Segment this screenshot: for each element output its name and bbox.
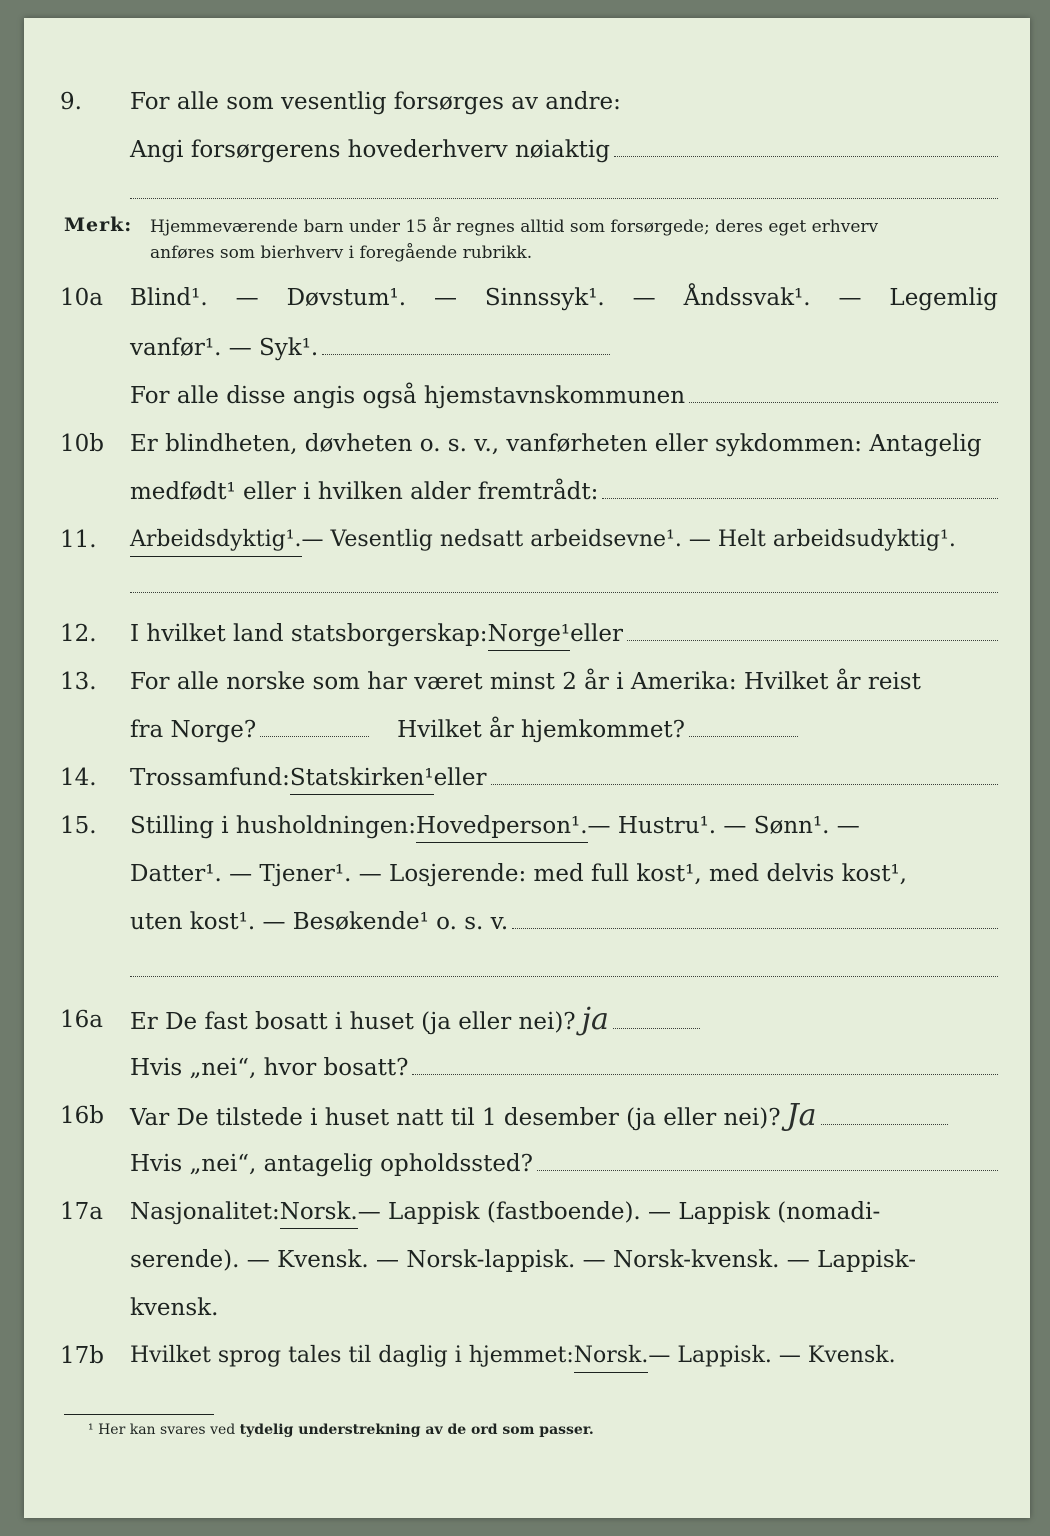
q15-rest: — Hustru¹. — Sønn¹. — [587,813,860,839]
q10b-line-1: Er blindheten, døvheten o. s. v., vanførheten eller sykdommen: Antagelig [130,431,982,457]
census-form-page [24,18,1030,1518]
q16a-row-2 [24,1052,1030,1092]
q16b-row-2 [24,1148,1030,1188]
merk-label: Merk: [64,214,133,236]
q16a-bosatt-field[interactable] [412,1054,998,1075]
q15-line-2: Datter¹. — Tjener¹. — Losjerende: med full kost¹, med delvis kost¹, [130,861,907,887]
q9-row-1 [24,86,1030,126]
q15-extra-answer-line[interactable] [130,976,998,977]
q13-reist-field[interactable] [260,716,369,737]
q13-hjemkommet-field[interactable] [689,716,798,737]
merk-line-2: anføres som bierhverv i foregående rubrikk. [150,243,533,263]
q11-rest: — Vesentlig nedsatt arbeidsevne¹. — Helt arbeidsudyktig¹. [301,527,956,552]
q10a-line-3: For alle disse angis også hjemstavnskommunen [130,383,686,409]
q16b-number: 16b [60,1103,104,1129]
q15-hovedperson-underlined[interactable]: Hovedperson¹. [416,810,588,843]
q10a-dash-4: — [838,285,862,311]
q10b-line-2: medfødt¹ eller i hvilken alder fremtrådt: [130,479,599,505]
q15-number: 15. [60,813,97,839]
q14-row [24,762,1030,802]
q11-extra-answer-line[interactable] [130,592,998,593]
q14-statskirken-underlined[interactable]: Statskirken¹ [290,762,434,795]
q10a-line-2: vanfør¹. — Syk¹. [130,335,319,361]
q17b-label: Hvilket sprog tales til daglig i hjemmet: [130,1343,574,1368]
q15-line-3: uten kost¹. — Besøkende¹ o. s. v. [130,909,509,935]
q13-row-2 [24,714,1030,754]
q10a-dash-3: — [632,285,656,311]
q10a-hjemstavn-field[interactable] [689,382,998,403]
q17b-number: 17b [60,1343,104,1369]
q10b-row-1 [24,428,1030,468]
q10a-number: 10a [60,285,103,311]
q15-row-2 [24,858,1030,898]
q13-row-1 [24,666,1030,706]
q12-label: I hvilket land statsborgerskap: [130,621,488,647]
q17a-row-3 [24,1292,1030,1332]
q10a-andssvak: Åndssvak¹. [683,285,811,311]
q10a-legemlig: Legemlig [889,285,998,311]
q17b-norsk-underlined[interactable]: Norsk. [574,1340,649,1373]
q12-row [24,618,1030,658]
q16a-line-1: Er De fast bosatt i huset (ja eller nei)? [130,1009,576,1035]
q14-answer-field[interactable] [491,764,999,785]
q10a-dovstum: Døvstum¹. [286,285,407,311]
footnote-bold-text: tydelig understrekning av de ord som passer. [239,1422,594,1438]
footnote-mark: ¹ [88,1422,94,1438]
q10a-answer-field[interactable] [322,334,610,355]
q10b-row-2 [24,476,1030,516]
q9-row-2 [24,134,1030,174]
q13-hjemkommet: Hvilket år hjemkommet? [397,717,686,743]
q12-answer-field[interactable] [627,620,998,641]
q17b-row [24,1340,1030,1380]
q17b-rest: — Lappisk. — Kvensk. [648,1343,896,1368]
q12-norge-underlined[interactable]: Norge¹ [488,618,571,651]
q10a-row-2 [24,332,1030,372]
q9-line-1: For alle som vesentlig forsørges av andre: [130,89,621,115]
footnote [88,1422,594,1438]
q9-answer-field[interactable] [614,136,998,157]
q17a-rest: — Lappisk (fastboende). — Lappisk (nomadi- [357,1199,881,1225]
q10a-blind: Blind¹. [130,285,208,311]
q14-number: 14. [60,765,97,791]
q15-label: Stilling i husholdningen: [130,813,416,839]
q16a-line-2: Hvis „nei“, hvor bosatt? [130,1055,409,1081]
q12-number: 12. [60,621,97,647]
q11-row [24,524,1030,564]
q17a-norsk-underlined[interactable]: Norsk. [280,1196,358,1229]
q17a-row-1 [24,1196,1030,1236]
merk-note [150,214,998,266]
q11-arbeidsdyktig-underlined[interactable]: Arbeidsdyktig¹. [130,524,302,557]
q13-number: 13. [60,669,97,695]
merk-line-1: Hjemmeværende barn under 15 år regnes alltid som forsørgede; deres eget erhverv [150,217,879,237]
q10a-row-3 [24,380,1030,420]
q10a-dash-2: — [433,285,457,311]
q10a-sinnssyk: Sinnssyk¹. [484,285,605,311]
q14-label: Trossamfund: [130,765,290,791]
q14-eller: eller [433,765,487,791]
q11-number: 11. [60,527,97,553]
q16b-row-1 [24,1100,1030,1140]
q16b-line-1: Var De tilstede i huset natt til 1 desember (ja eller nei)? [130,1105,781,1131]
q13-fra-norge: fra Norge? [130,717,257,743]
q16b-handwritten-answer[interactable]: Ja [786,1098,817,1133]
q16b-opholdssted-field[interactable] [537,1150,998,1171]
q17a-line-2: serende). — Kvensk. — Norsk-lappisk. — Norsk-kvensk. — Lappisk- [130,1247,916,1273]
q9-extra-answer-line[interactable] [130,198,998,199]
q15-row-3 [24,906,1030,946]
q16a-row-1 [24,1004,1030,1044]
q17a-row-2 [24,1244,1030,1284]
q15-answer-field[interactable] [512,908,998,929]
q12-eller: eller [570,621,624,647]
footnote-divider [64,1414,214,1415]
q10a-row-1 [24,282,1030,322]
q16b-line-2: Hvis „nei“, antagelig opholdssted? [130,1151,533,1177]
q16a-handwritten-answer[interactable]: ja [581,1002,609,1037]
q17a-number: 17a [60,1199,103,1225]
q10b-number: 10b [60,431,104,457]
q9-line-2: Angi forsørgerens hovederhverv nøiaktig [130,137,610,163]
q15-row-1 [24,810,1030,850]
q10a-dash-1: — [235,285,259,311]
footnote-text: Her kan svares ved [98,1422,240,1438]
q9-number: 9. [60,89,82,115]
q13-line-1: For alle norske som har været minst 2 år i Amerika: Hvilket år reist [130,669,921,695]
q16a-answer-field[interactable] [613,1008,700,1029]
q17a-label: Nasjonalitet: [130,1199,280,1225]
q17a-line-3: kvensk. [130,1295,219,1321]
q10b-answer-field[interactable] [602,478,998,499]
q16a-number: 16a [60,1007,103,1033]
q16b-answer-field[interactable] [821,1104,948,1125]
